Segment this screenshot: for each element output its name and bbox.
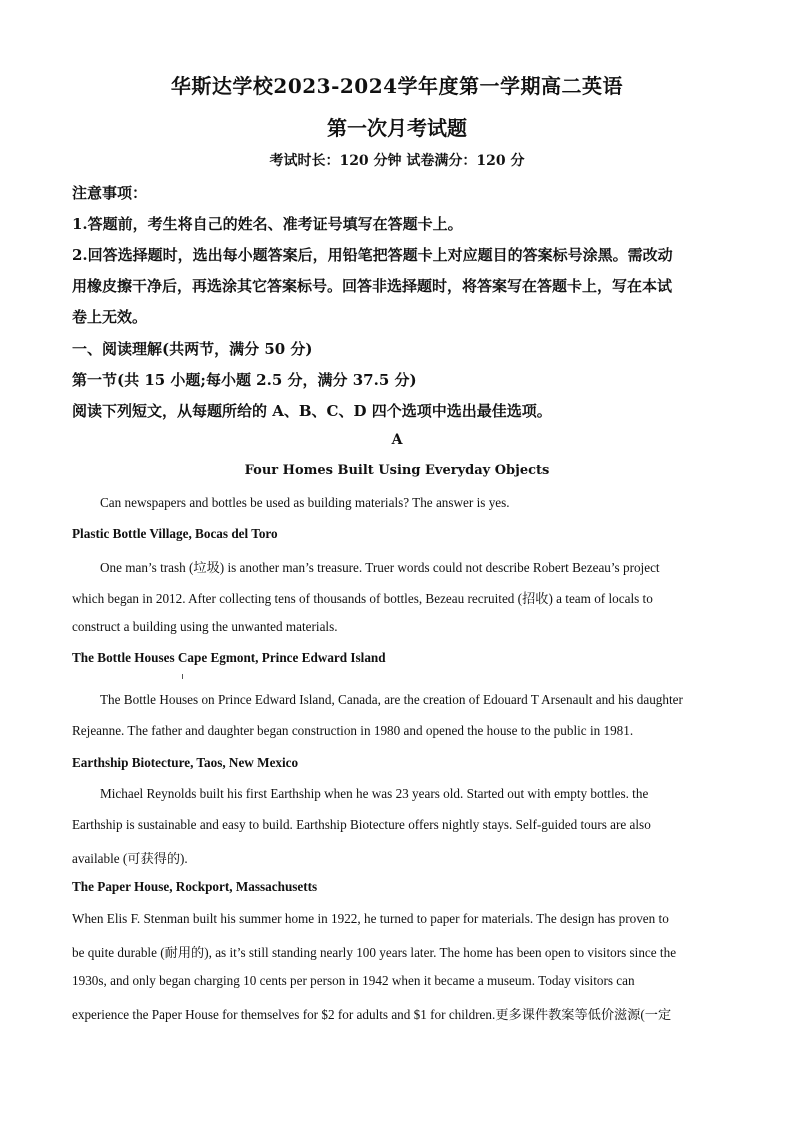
paragraph-4-line-3: 1930s, and only began charging 10 cents per person in 1942 when it became a museum. Today visitors can (72, 973, 635, 988)
instruction-text: 阅读下列短文，从每题所给的 A、B、C、D 四个选项中选出最佳选项。 (72, 402, 552, 420)
passage-title: Four Homes Built Using Everyday Objects (244, 463, 550, 478)
section-heading-2: The Bottle Houses Cape Egmont, Prince Edward Island (72, 650, 386, 665)
exam-subtitle: 第一次月考试题 (327, 116, 467, 140)
notes-item-2-line-2: 用橡皮擦干净后，再选涂其它答案标号。回答非选择题时，将答案写在答题卡上，写在本试 (72, 277, 673, 295)
paragraph-3-line-3: available (可获得的). (72, 851, 188, 866)
paragraph-1-line-1: One man’s trash (垃圾) is another man’s treasure. Truer words could not describe Robert Bezeau’s project (100, 560, 660, 575)
notes-item-2-line-1: 2.回答选择题时，选出每小题答案后，用铅笔把答题卡上对应题目的答案标号涂黑。需改动 (72, 246, 673, 264)
paragraph-4-line-2: be quite durable (耐用的), as it’s still standing nearly 100 years later. The home has been open to visitors since the (72, 945, 677, 960)
paragraph-1-line-3: construct a building using the unwanted materials. (72, 619, 338, 634)
subsection-heading: 第一节(共 15 小题;每小题 2.5 分，满分 37.5 分) (72, 371, 417, 389)
paragraph-2-line-2: Rejeanne. The father and daughter began construction in 1980 and opened the house to the public in 1981. (72, 723, 634, 738)
paragraph-1-line-2: which began in 2012. After collecting tens of thousands of bottles, Bezeau recruited (招收) a team of locals to (72, 591, 653, 606)
paragraph-3-line-2: Earthship is sustainable and easy to build. Earthship Biotecture offers nightly stays. Self-guided tours are also (72, 817, 651, 832)
passage-letter: A (391, 432, 403, 448)
notes-item-1: 1.答题前，考生将自己的姓名、准考证号填写在答题卡上。 (72, 215, 463, 233)
exam-info: 考试时长：120 分钟 试卷满分：120 分 (269, 153, 525, 169)
paragraph-2-line-1: The Bottle Houses on Prince Edward Island, Canada, are the creation of Edouard T Arsenault and his daughter (100, 692, 683, 707)
paragraph-4-line-1: When Elis F. Stenman built his summer home in 1922, he turned to paper for materials. The design has proven to (72, 911, 669, 926)
exam-title: 华斯达学校2023-2024学年度第一学期高二英语 (170, 74, 624, 98)
section-heading-4: The Paper House, Rockport, Massachusetts (72, 879, 318, 894)
section-heading-1: Plastic Bottle Village, Bocas del Toro (72, 526, 278, 541)
part-heading: 一、阅读理解(共两节，满分 50 分) (72, 340, 313, 358)
stray-mark (182, 674, 183, 679)
notes-item-2-line-3: 卷上无效。 (72, 308, 148, 326)
section-heading-3: Earthship Biotecture, Taos, New Mexico (72, 755, 299, 770)
notes-heading: 注意事项： (72, 184, 148, 202)
paragraph-4-line-4: experience the Paper House for themselves for $2 for adults and $1 for children.更多课件教案等低价滋源(一定 (72, 1007, 672, 1022)
passage-intro: Can newspapers and bottles be used as building materials? The answer is yes. (100, 495, 510, 510)
paragraph-3-line-1: Michael Reynolds built his first Earthship when he was 23 years old. Started out with empty bottles. the (100, 786, 649, 801)
